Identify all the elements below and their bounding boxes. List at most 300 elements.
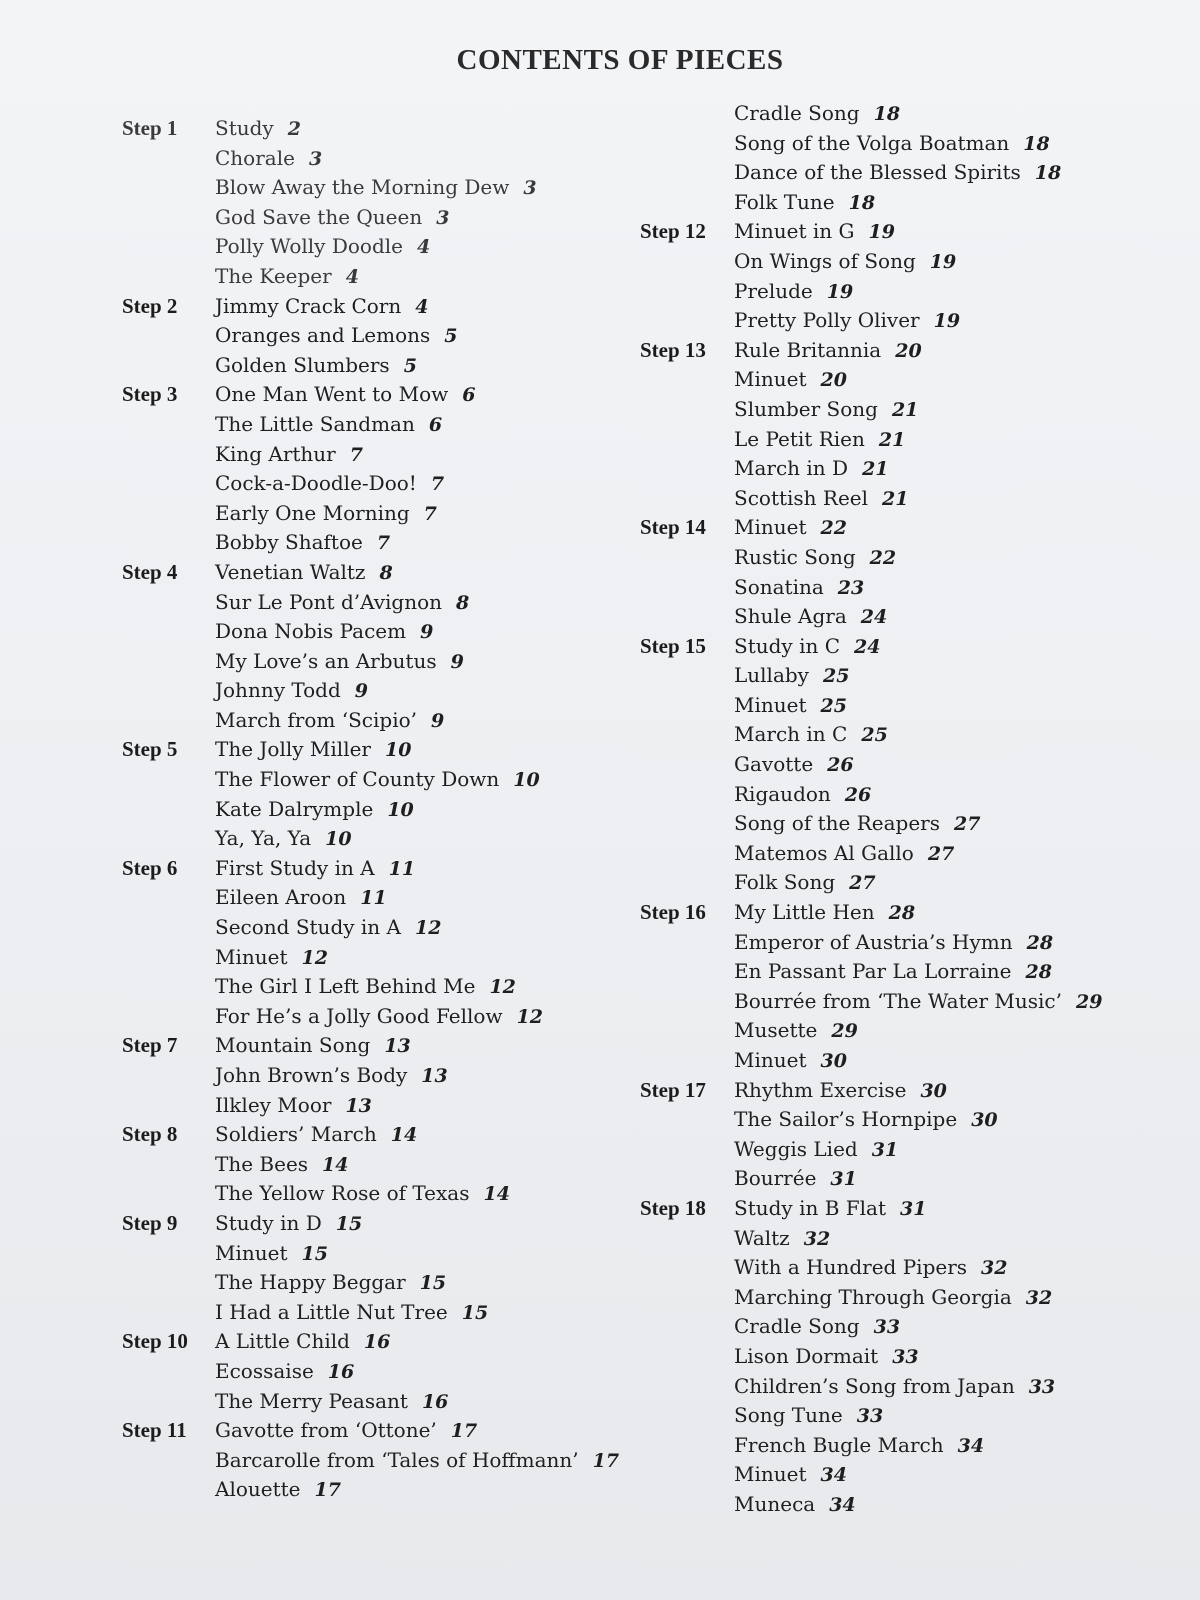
step-group <box>640 632 1200 898</box>
page-number: 33 <box>892 1345 919 1368</box>
piece-title: Gavotte <box>734 752 814 777</box>
piece-title: God Save the Queen <box>215 204 423 229</box>
piece-title: Venetian Waltz <box>215 559 366 584</box>
step-label: Step 13 <box>640 337 706 362</box>
piece-entry <box>215 883 682 913</box>
piece-entry <box>734 809 1200 839</box>
piece-entry <box>734 987 1200 1017</box>
piece-entry <box>734 513 1200 543</box>
page-number: 31 <box>900 1197 927 1220</box>
piece-entry <box>734 454 1200 484</box>
page-number: 4 <box>415 295 429 318</box>
piece-entry <box>215 1239 682 1269</box>
page-number: 15 <box>335 1212 363 1235</box>
piece-entry <box>734 425 1200 455</box>
piece-entry <box>215 1475 682 1505</box>
page-number: 12 <box>301 946 328 969</box>
piece-title: Minuet <box>734 367 807 392</box>
piece-entry <box>734 336 1200 366</box>
piece-title: One Man Went to Mow <box>215 382 449 407</box>
piece-entry <box>734 1401 1200 1431</box>
piece-entry <box>734 1076 1200 1106</box>
step-label: Step 16 <box>640 900 706 925</box>
step-group <box>122 292 682 381</box>
step-label: Step 15 <box>640 633 706 658</box>
page-number: 23 <box>837 576 865 599</box>
step-label: Step 5 <box>122 737 178 762</box>
piece-title: Song of the Reapers <box>734 811 940 836</box>
piece-entry <box>215 1446 682 1476</box>
piece-title: Mountain Song <box>215 1033 371 1058</box>
piece-title: First Study in A <box>215 855 375 880</box>
step-label: Step 17 <box>640 1077 706 1102</box>
piece-entry <box>734 928 1200 958</box>
piece-title: Ilkley Moor <box>215 1092 332 1117</box>
page-number: 33 <box>1028 1375 1056 1398</box>
piece-title: Dance of the Blessed Spirits <box>734 160 1021 185</box>
piece-entry <box>734 868 1200 898</box>
piece-title: Golden Slumbers <box>215 352 390 377</box>
page-number: 9 <box>430 709 445 732</box>
page-number: 22 <box>820 517 847 540</box>
step-group <box>640 513 1200 631</box>
step-label: Step 6 <box>122 855 178 880</box>
piece-list <box>215 114 682 292</box>
page-number: 11 <box>360 887 387 910</box>
piece-title: Chorale <box>215 145 295 170</box>
page-number: 15 <box>301 1242 328 1265</box>
page-number: 28 <box>888 902 916 925</box>
piece-title: Pretty Polly Oliver <box>734 308 920 333</box>
piece-title: Folk Tune <box>734 189 835 214</box>
step-group <box>122 1327 682 1416</box>
step-group <box>122 854 682 1032</box>
piece-entry <box>734 543 1200 573</box>
piece-title: Rigaudon <box>734 781 831 806</box>
page-number: 6 <box>428 413 443 436</box>
piece-list <box>734 99 1200 217</box>
piece-title: The Bees <box>215 1151 309 1176</box>
piece-list <box>215 1327 682 1416</box>
page-number: 3 <box>523 177 537 200</box>
page-number: 12 <box>516 1005 544 1028</box>
step-label: Step 18 <box>640 1195 706 1220</box>
piece-entry <box>215 1416 682 1446</box>
step-group <box>640 99 1200 217</box>
piece-title: Bourrée from ‘The Water Music’ <box>734 988 1062 1013</box>
page-number: 10 <box>385 739 412 762</box>
piece-entry <box>734 691 1200 721</box>
piece-entry <box>215 972 682 1002</box>
piece-entry <box>734 484 1200 514</box>
step-group <box>122 558 682 736</box>
page-number: 22 <box>869 546 897 569</box>
piece-title: Muneca <box>734 1491 816 1516</box>
piece-title: For He’s a Jolly Good Fellow <box>215 1003 503 1028</box>
page-number: 7 <box>376 532 391 555</box>
page-number: 12 <box>489 976 516 999</box>
page-number: 20 <box>820 369 847 392</box>
piece-list <box>734 898 1200 1076</box>
piece-entry <box>734 1312 1200 1342</box>
page-number: 25 <box>861 724 888 747</box>
piece-title: The Girl I Left Behind Me <box>215 974 476 999</box>
piece-title: Waltz <box>734 1225 790 1250</box>
page-number: 7 <box>423 502 437 525</box>
page-number: 28 <box>1026 931 1054 954</box>
step-label: Step 14 <box>640 515 706 540</box>
piece-list <box>734 336 1200 514</box>
step-group <box>122 1209 682 1327</box>
step-label <box>640 99 734 217</box>
piece-list <box>215 1209 682 1327</box>
page-number: 28 <box>1025 961 1052 984</box>
piece-entry <box>215 795 682 825</box>
step-label: Step 2 <box>122 293 178 318</box>
page-number: 32 <box>981 1257 1008 1280</box>
piece-entry <box>734 632 1200 662</box>
piece-entry <box>734 277 1200 307</box>
page-number: 18 <box>848 191 876 214</box>
piece-entry <box>215 1179 682 1209</box>
right-column <box>640 99 1200 1520</box>
piece-title: Lullaby <box>734 663 809 688</box>
step-group <box>122 380 682 558</box>
piece-title: Matemos Al Gallo <box>734 840 914 865</box>
piece-list <box>734 513 1200 631</box>
piece-entry <box>215 114 682 144</box>
piece-title: Song Tune <box>734 1403 843 1428</box>
page-number: 3 <box>436 206 450 229</box>
piece-title: Alouette <box>215 1477 301 1502</box>
piece-entry <box>215 440 682 470</box>
piece-title: Emperor of Austria’s Hymn <box>734 929 1013 954</box>
page-number: 14 <box>322 1153 349 1176</box>
page-number: 9 <box>354 680 369 703</box>
page-number: 19 <box>868 221 895 244</box>
page-number: 2 <box>287 118 301 140</box>
piece-entry <box>215 203 682 233</box>
piece-title: With a Hundred Pipers <box>734 1255 968 1280</box>
piece-title: My Little Hen <box>734 900 875 925</box>
page-number: 34 <box>820 1464 847 1487</box>
page-number: 8 <box>379 561 393 584</box>
piece-title: Study in D <box>215 1210 322 1235</box>
page-number: 5 <box>403 354 417 377</box>
piece-entry <box>215 706 682 736</box>
piece-entry <box>215 558 682 588</box>
page-number: 29 <box>1075 990 1103 1013</box>
page-number: 14 <box>390 1124 418 1147</box>
piece-entry <box>215 1357 682 1387</box>
page-number: 8 <box>456 591 470 614</box>
page-number: 5 <box>444 325 458 348</box>
step-label: Step 11 <box>122 1418 187 1443</box>
page-number: 3 <box>308 147 323 170</box>
piece-entry <box>215 144 682 174</box>
piece-title: Folk Song <box>734 870 836 895</box>
piece-title: Minuet <box>215 944 288 969</box>
piece-entry <box>734 957 1200 987</box>
piece-entry <box>215 647 682 677</box>
piece-entry <box>215 1061 682 1091</box>
piece-entry <box>734 1046 1200 1076</box>
piece-title: Minuet in G <box>734 219 855 244</box>
page-number: 11 <box>388 857 416 880</box>
piece-entry <box>215 617 682 647</box>
piece-title: Barcarolle from ‘Tales of Hoffmann’ <box>215 1447 579 1472</box>
piece-entry <box>215 410 682 440</box>
piece-list <box>215 854 682 1032</box>
page-number: 13 <box>384 1035 411 1058</box>
piece-entry <box>215 943 682 973</box>
piece-entry <box>734 1164 1200 1194</box>
piece-title: Cock-a-Doodle-Doo! <box>215 471 417 496</box>
piece-title: Johnny Todd <box>215 678 341 703</box>
piece-title: Gavotte from ‘Ottone’ <box>215 1418 437 1443</box>
page-number: 13 <box>421 1065 448 1087</box>
page-number: 7 <box>430 473 445 496</box>
page-number: 32 <box>1025 1286 1053 1309</box>
piece-list <box>734 1194 1200 1520</box>
page-number: 24 <box>860 606 888 629</box>
piece-entry <box>734 720 1200 750</box>
piece-title: Eileen Aroon <box>215 885 347 910</box>
piece-entry <box>215 321 682 351</box>
piece-entry <box>215 854 682 884</box>
step-label: Step 12 <box>640 219 706 244</box>
piece-list <box>215 558 682 736</box>
piece-entry <box>215 469 682 499</box>
page-number: 27 <box>849 872 876 895</box>
piece-title: Blow Away the Morning Dew <box>215 175 510 200</box>
piece-entry <box>215 1327 682 1357</box>
piece-title: March from ‘Scipio’ <box>215 707 417 732</box>
piece-entry <box>734 1105 1200 1135</box>
piece-title: King Arthur <box>215 441 336 466</box>
piece-list <box>215 292 682 381</box>
page-number: 31 <box>871 1138 899 1161</box>
piece-title: Slumber Song <box>734 396 878 421</box>
piece-entry <box>734 1431 1200 1461</box>
page-number: 20 <box>895 339 922 362</box>
step-group <box>122 735 682 853</box>
step-label: Step 9 <box>122 1210 178 1235</box>
page-number: 30 <box>820 1050 847 1072</box>
piece-title: A Little Child <box>215 1329 350 1354</box>
piece-title: Rule Britannia <box>734 337 882 362</box>
step-label: Step 7 <box>122 1033 178 1058</box>
page-number: 17 <box>592 1449 620 1472</box>
piece-title: Minuet <box>734 1048 807 1072</box>
page-number: 19 <box>826 280 854 303</box>
piece-title: Minuet <box>215 1240 288 1265</box>
piece-title: The Jolly Miller <box>215 737 371 762</box>
page-number: 34 <box>957 1434 985 1457</box>
piece-entry <box>215 765 682 795</box>
page-number: 18 <box>1023 132 1050 155</box>
piece-title: Rhythm Exercise <box>734 1077 907 1102</box>
piece-title: Rustic Song <box>734 544 856 569</box>
piece-entry <box>215 913 682 943</box>
piece-list <box>215 380 682 558</box>
piece-title: The Sailor’s Hornpipe <box>734 1107 958 1132</box>
piece-entry <box>215 528 682 558</box>
page-number: 21 <box>891 398 919 421</box>
piece-entry <box>215 351 682 381</box>
piece-entry <box>215 1150 682 1180</box>
piece-title: En Passant Par La Lorraine <box>734 959 1012 984</box>
piece-title: On Wings of Song <box>734 248 916 273</box>
page-number: 14 <box>483 1183 510 1206</box>
piece-title: Lison Dormait <box>734 1343 879 1368</box>
step-label: Step 1 <box>122 116 178 140</box>
piece-list <box>215 1416 682 1505</box>
piece-title: March in D <box>734 456 849 481</box>
piece-title: Musette <box>734 1018 818 1043</box>
piece-title: Scottish Reel <box>734 485 869 510</box>
piece-entry <box>734 99 1200 129</box>
piece-title: Study in B Flat <box>734 1195 887 1220</box>
page-number: 10 <box>513 769 540 792</box>
page-number: 21 <box>878 428 906 451</box>
page-number: 26 <box>827 754 854 777</box>
piece-entry <box>734 1342 1200 1372</box>
piece-entry <box>734 780 1200 810</box>
piece-entry <box>215 292 682 322</box>
piece-entry <box>734 573 1200 603</box>
piece-list <box>734 1076 1200 1194</box>
page-number: 16 <box>421 1390 449 1413</box>
piece-title: Prelude <box>734 278 813 303</box>
piece-entry <box>734 661 1200 691</box>
piece-entry <box>734 365 1200 395</box>
page-number: 10 <box>325 828 352 851</box>
piece-list <box>734 632 1200 898</box>
piece-entry <box>215 1120 682 1150</box>
piece-entry <box>215 735 682 765</box>
piece-title: Children’s Song from Japan <box>734 1373 1015 1398</box>
page-number: 4 <box>345 265 359 288</box>
page-number: 25 <box>822 665 850 688</box>
piece-entry <box>734 247 1200 277</box>
piece-title: The Flower of County Down <box>215 767 500 792</box>
step-group <box>122 1416 682 1505</box>
page-number: 18 <box>873 103 901 125</box>
page-number: 16 <box>363 1331 391 1354</box>
step-group <box>640 898 1200 1076</box>
page-number: 17 <box>314 1479 341 1502</box>
page-number: 4 <box>416 236 431 259</box>
page-number: 19 <box>929 250 957 273</box>
piece-title: My Love’s an Arbutus <box>215 648 437 673</box>
piece-title: Ecossaise <box>215 1358 314 1383</box>
step-label: Step 3 <box>122 382 178 407</box>
piece-title: Marching Through Georgia <box>734 1284 1012 1309</box>
piece-list <box>215 1120 682 1209</box>
page-number: 7 <box>349 443 363 466</box>
page-number: 21 <box>882 487 909 510</box>
piece-entry <box>215 499 682 529</box>
step-group <box>640 1076 1200 1194</box>
page-number: 16 <box>327 1360 355 1383</box>
piece-entry <box>734 1490 1200 1520</box>
piece-entry <box>215 676 682 706</box>
piece-title: Second Study in A <box>215 915 401 940</box>
piece-entry <box>215 1091 682 1121</box>
piece-entry <box>734 602 1200 632</box>
piece-entry <box>215 824 682 854</box>
piece-entry <box>215 1209 682 1239</box>
page-number: 27 <box>927 842 955 865</box>
step-group <box>640 1194 1200 1520</box>
piece-title: Weggis Lied <box>734 1136 858 1161</box>
piece-title: I Had a Little Nut Tree <box>215 1299 448 1324</box>
piece-title: Kate Dalrymple <box>215 796 374 821</box>
piece-title: Minuet <box>734 692 807 717</box>
page-number: 25 <box>820 694 847 717</box>
piece-entry <box>215 588 682 618</box>
piece-title: Bobby Shaftoe <box>215 530 363 555</box>
piece-entry <box>734 395 1200 425</box>
piece-title: Le Petit Rien <box>734 426 865 451</box>
piece-entry <box>734 1194 1200 1224</box>
piece-title: Song of the Volga Boatman <box>734 130 1010 155</box>
piece-title: The Keeper <box>215 263 332 288</box>
step-group <box>122 1120 682 1209</box>
page-number: 12 <box>414 917 442 940</box>
page-title: CONTENTS OF PIECES <box>456 44 784 76</box>
page-number: 9 <box>450 650 464 673</box>
piece-title: Study <box>215 116 274 140</box>
page-number: 18 <box>1034 162 1062 185</box>
piece-title: Ya, Ya, Ya <box>215 826 312 851</box>
step-label: Step 8 <box>122 1122 178 1147</box>
piece-title: Polly Wolly Doodle <box>215 234 403 259</box>
step-group <box>640 336 1200 514</box>
piece-title: Dona Nobis Pacem <box>215 619 407 644</box>
page-number: 21 <box>862 458 889 481</box>
piece-entry <box>734 750 1200 780</box>
piece-entry <box>734 1460 1200 1490</box>
page-number: 32 <box>803 1227 831 1250</box>
piece-entry <box>734 188 1200 218</box>
piece-list <box>215 1031 682 1120</box>
piece-entry <box>215 1387 682 1417</box>
page-number: 15 <box>461 1301 489 1324</box>
page-number: 27 <box>953 813 981 836</box>
step-label: Step 10 <box>122 1329 188 1354</box>
page-number: 31 <box>830 1168 857 1191</box>
piece-title: The Yellow Rose of Texas <box>215 1181 470 1206</box>
page-number: 26 <box>844 783 872 806</box>
piece-title: French Bugle March <box>734 1432 944 1457</box>
page-number: 9 <box>420 621 434 644</box>
step-group <box>122 114 682 292</box>
piece-entry <box>734 1224 1200 1254</box>
piece-title: Sur Le Pont d’Avignon <box>215 589 443 614</box>
piece-list <box>734 217 1200 335</box>
step-label: Step 4 <box>122 559 178 584</box>
piece-title: Oranges and Lemons <box>215 323 431 348</box>
piece-title: Soldiers’ March <box>215 1122 377 1147</box>
step-group <box>640 217 1200 335</box>
piece-entry <box>734 1372 1200 1402</box>
page-number: 29 <box>831 1020 858 1043</box>
piece-entry <box>734 217 1200 247</box>
page-number: 13 <box>345 1094 372 1117</box>
piece-entry <box>215 1298 682 1328</box>
